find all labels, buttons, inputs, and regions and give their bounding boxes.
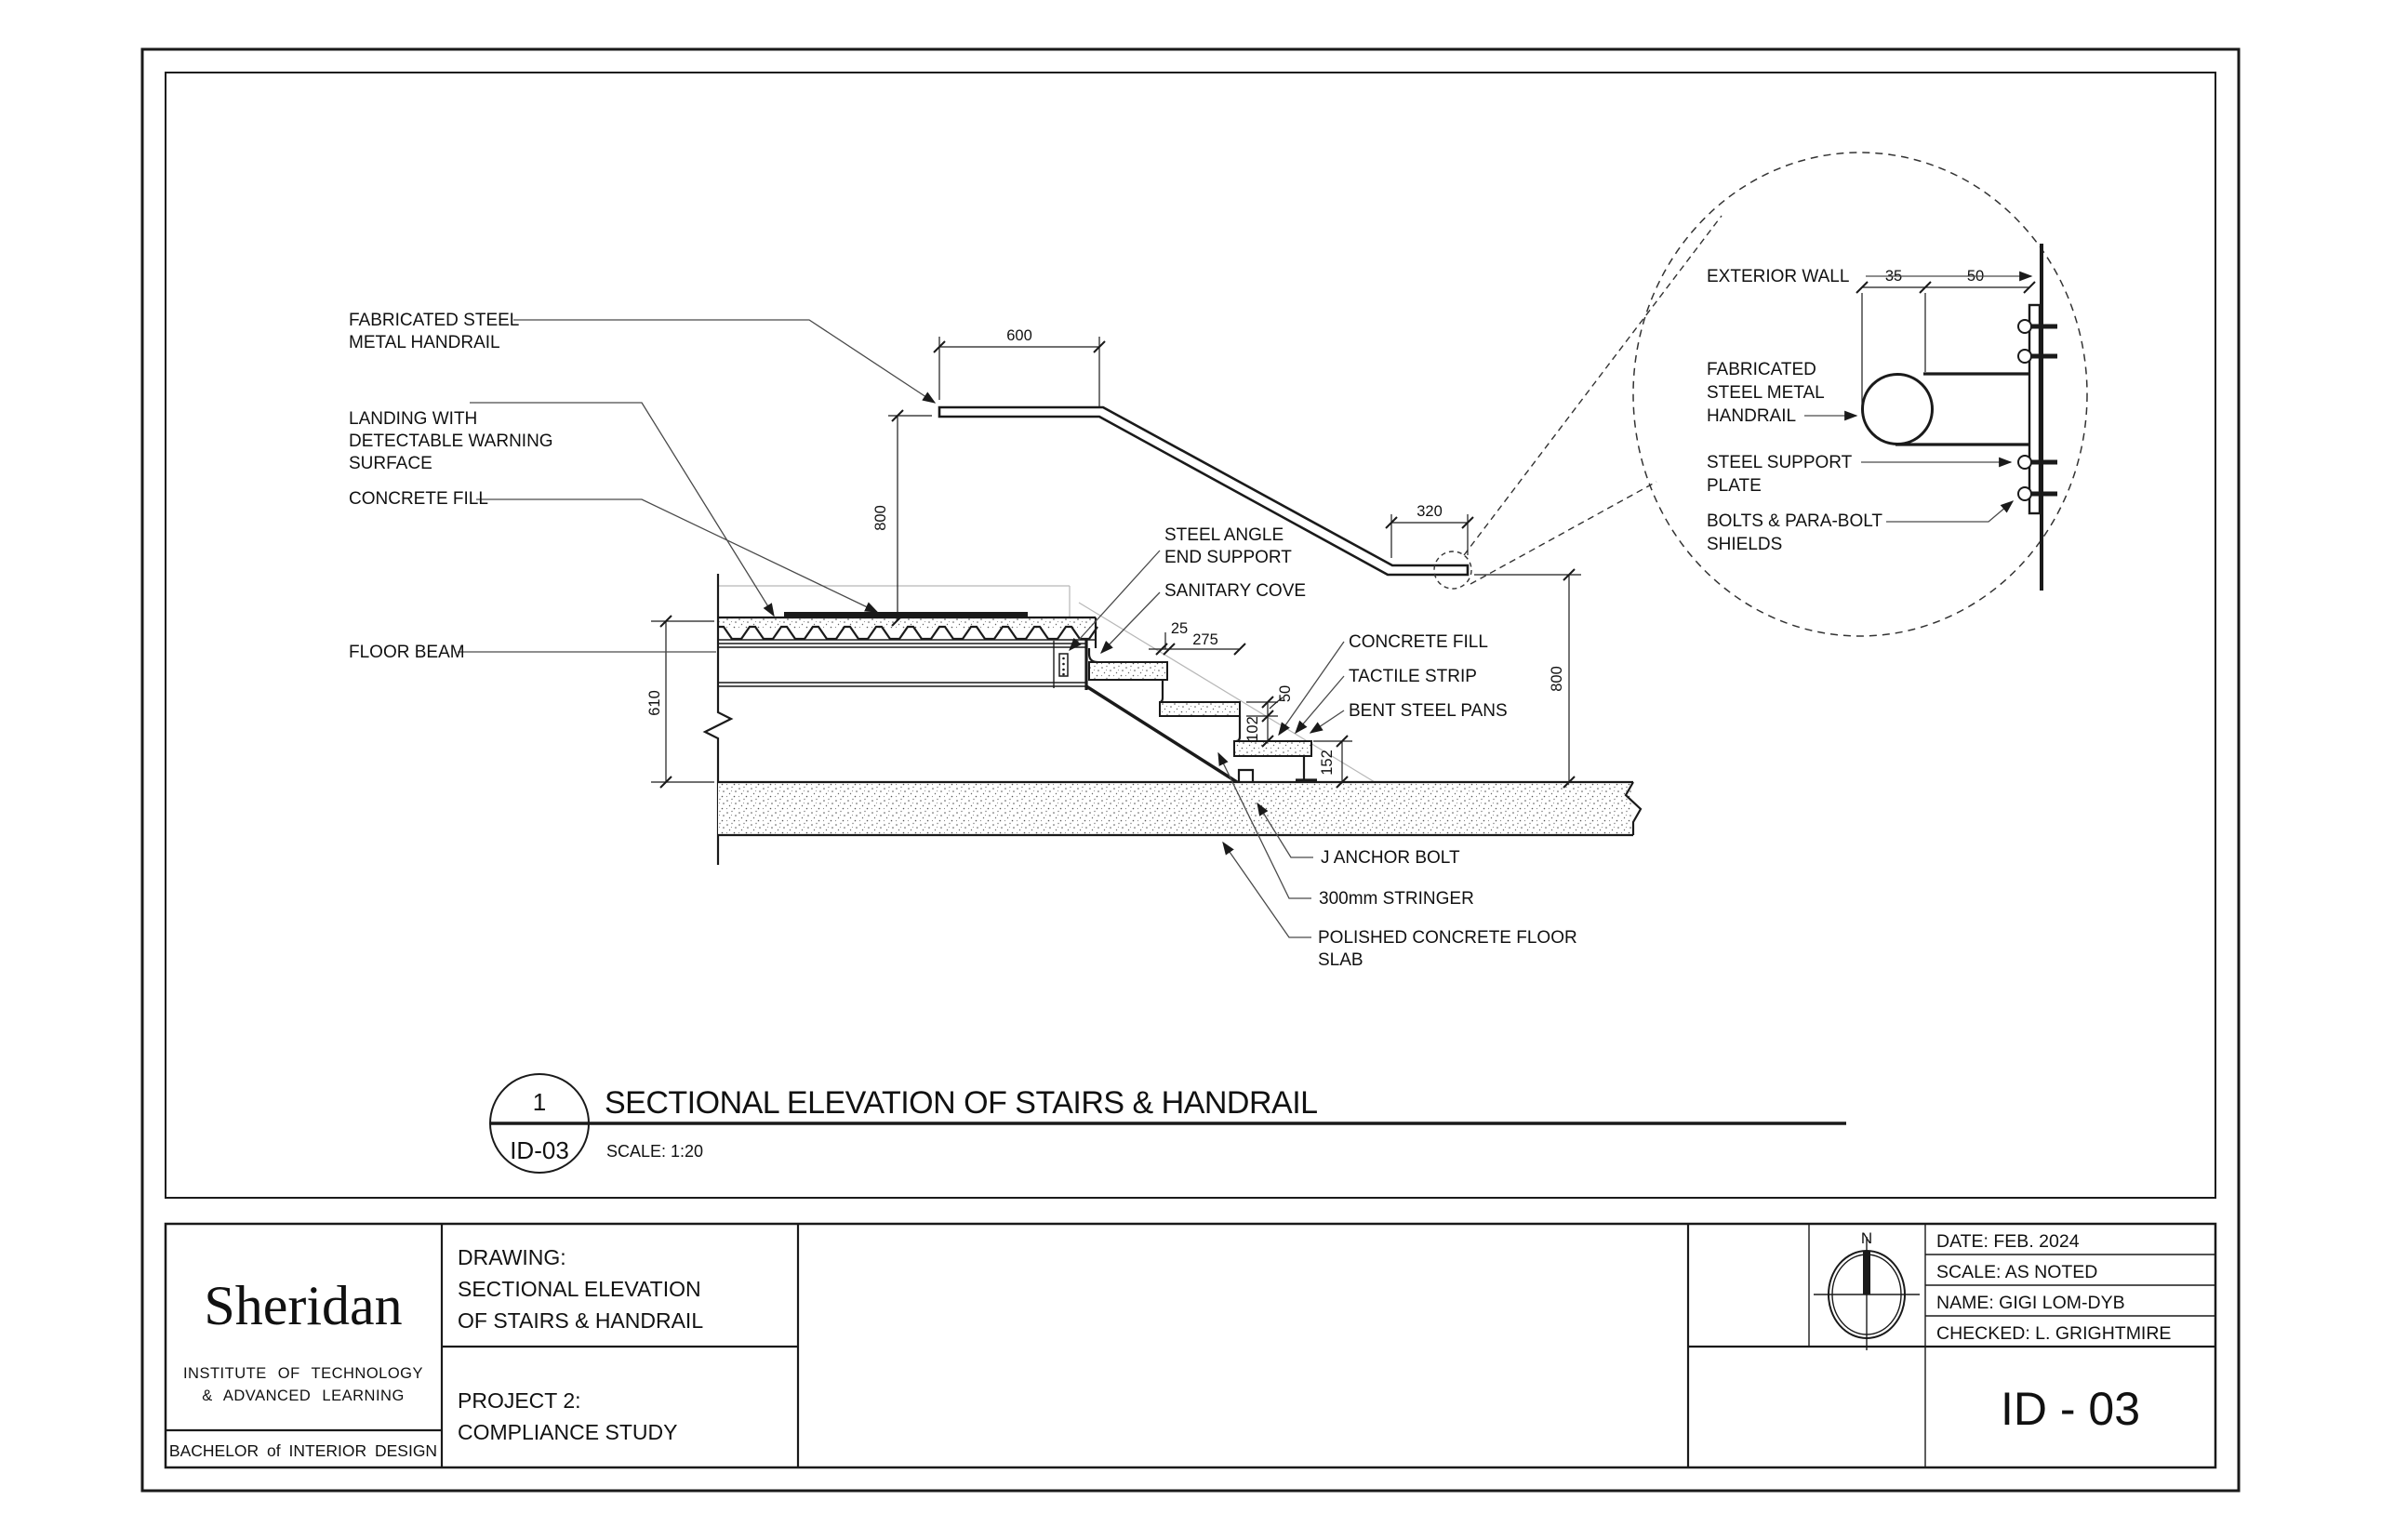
- dim-610: 610: [646, 690, 663, 716]
- org-program: BACHELOR of INTERIOR DESIGN: [168, 1441, 438, 1460]
- tread-2: [1160, 702, 1240, 716]
- label-slab-1: POLISHED CONCRETE FLOOR: [1318, 928, 1577, 948]
- view-number: 1: [532, 1088, 547, 1116]
- stair-section-view: [349, 216, 1722, 970]
- label-stringer: 300mm STRINGER: [1319, 889, 1474, 909]
- dim-35: 35: [1884, 268, 1903, 285]
- tread-3: [1234, 741, 1311, 756]
- label-landing-1: LANDING WITH: [349, 409, 478, 429]
- concrete-floor-slab: [718, 782, 1641, 835]
- drawing-area-border: [166, 73, 2215, 1198]
- org-line-2: & ADVANCED LEARNING: [202, 1387, 405, 1404]
- dim-320: 320: [1417, 503, 1443, 520]
- sheet-outer-border: [142, 49, 2239, 1491]
- tb-drawing-label: DRAWING:: [458, 1245, 566, 1269]
- tb-drawing-line1: SECTIONAL ELEVATION: [458, 1277, 701, 1301]
- label-sanitary-cove: SANITARY COVE: [1164, 581, 1307, 601]
- compass-n-label: N: [1860, 1229, 1873, 1247]
- steel-support-plate: [2029, 305, 2040, 513]
- dim-50: 50: [1277, 684, 1294, 703]
- tb-project-line2: COMPLIANCE STUDY: [458, 1420, 678, 1444]
- label-detail-fab-3: HANDRAIL: [1707, 406, 1797, 426]
- org-logo: Sheridan: [204, 1275, 403, 1336]
- label-exterior-wall: EXTERIOR WALL: [1707, 267, 1850, 286]
- label-support-plate-2: PLATE: [1707, 476, 1762, 496]
- view-title-text: SECTIONAL ELEVATION OF STAIRS & HANDRAIL: [605, 1085, 1318, 1121]
- dim-50-detail: 50: [1966, 268, 1985, 285]
- label-fabricated-1: FABRICATED STEEL: [349, 311, 520, 330]
- sheet-id: ID - 03: [2000, 1383, 2141, 1435]
- pan-riser-2: [1236, 716, 1240, 741]
- tb-project-line1: PROJECT 2:: [458, 1388, 581, 1413]
- label-steel-angle-2: END SUPPORT: [1164, 548, 1292, 567]
- sanitary-cove-curve: [1089, 648, 1097, 662]
- label-slab-2: SLAB: [1318, 950, 1363, 970]
- label-detail-fab-1: FABRICATED: [1707, 360, 1816, 379]
- label-steel-angle-1: STEEL ANGLE: [1164, 525, 1284, 545]
- landing: [718, 612, 1097, 648]
- label-landing-3: SURFACE: [349, 454, 432, 473]
- tb-checked: CHECKED: L. GRIGHTMIRE: [1936, 1323, 2172, 1344]
- view-title: [490, 1074, 1846, 1173]
- dim-800-right: 800: [1549, 666, 1565, 692]
- label-floor-beam: FLOOR BEAM: [349, 643, 465, 662]
- label-bolts-2: SHIELDS: [1707, 535, 1783, 554]
- label-j-anchor: J ANCHOR BOLT: [1321, 848, 1460, 868]
- label-fabricated-2: METAL HANDRAIL: [349, 333, 500, 352]
- tread-1: [1089, 662, 1167, 680]
- view-sheet-ref: ID-03: [510, 1136, 569, 1164]
- tb-date: DATE: FEB. 2024: [1936, 1231, 2080, 1252]
- callout-connector-lower: [1470, 482, 1656, 584]
- title-block: [166, 1224, 2215, 1467]
- tb-name: NAME: GIGI LOM-DYB: [1936, 1293, 2125, 1313]
- label-bent-steel-pans: BENT STEEL PANS: [1349, 701, 1508, 721]
- tb-drawing-line2: OF STAIRS & HANDRAIL: [458, 1308, 704, 1333]
- pan-riser-1: [1160, 680, 1163, 702]
- view-scale: SCALE: 1:20: [606, 1142, 704, 1161]
- label-tactile-strip: TACTILE STRIP: [1349, 667, 1477, 686]
- org-line-1: INSTITUTE OF TECHNOLOGY: [182, 1365, 424, 1382]
- label-detail-fab-2: STEEL METAL: [1707, 383, 1825, 403]
- dim-600: 600: [1006, 327, 1032, 344]
- label-landing-2: DETECTABLE WARNING: [349, 431, 553, 451]
- label-support-plate-1: STEEL SUPPORT: [1707, 453, 1853, 472]
- dim-275: 275: [1192, 631, 1218, 648]
- detail-boundary-circle: [1633, 153, 2087, 636]
- floor-beam: [718, 638, 1086, 690]
- dim-800-left: 800: [872, 505, 889, 531]
- north-compass-icon: [1814, 1229, 1920, 1350]
- stringer-base-plate: [1239, 770, 1253, 782]
- label-concrete-fill-right: CONCRETE FILL: [1349, 632, 1488, 652]
- dim-102: 102: [1244, 716, 1261, 742]
- dim-152: 152: [1319, 750, 1336, 776]
- dim-25: 25: [1170, 620, 1189, 637]
- detectable-warning-strip: [784, 612, 1028, 617]
- compass-needle: [1863, 1252, 1870, 1294]
- label-concrete-fill-left: CONCRETE FILL: [349, 489, 488, 509]
- callout-connector-upper: [1464, 216, 1722, 555]
- handrail-cross-section: [1863, 375, 1933, 445]
- handrail-detail-view: [1633, 153, 2087, 636]
- label-bolts-1: BOLTS & PARA-BOLT: [1707, 511, 1882, 531]
- tb-scale: SCALE: AS NOTED: [1936, 1262, 2098, 1282]
